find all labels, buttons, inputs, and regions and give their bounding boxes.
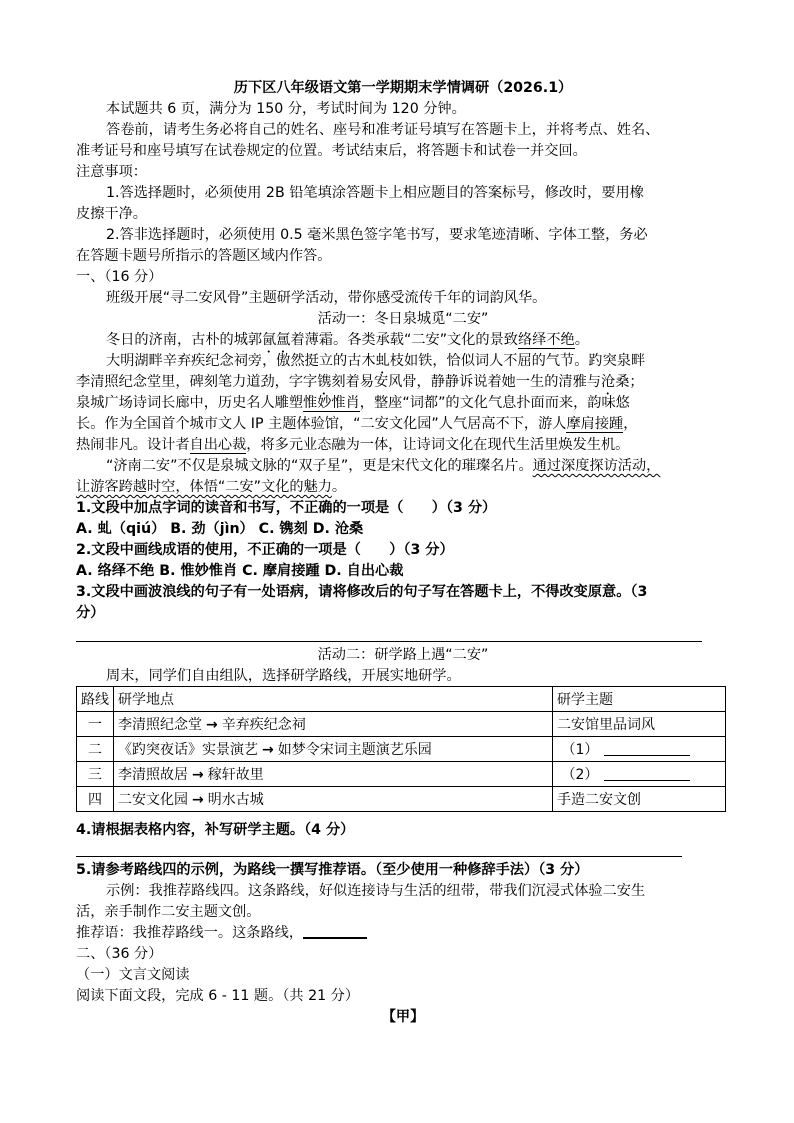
table-header-row <box>77 687 726 712</box>
arrow-icon: → <box>192 767 204 783</box>
route-table <box>76 686 726 812</box>
question-3: 3.文段中画波浪线的句子有一处语病，请将修改后的句子写在答题卡上，不得改变原意。（3 <box>76 584 648 600</box>
section-2-heading: 二、（36 分） <box>76 946 163 962</box>
route-places: 李清照纪念堂 → 辛弃疾纪念祠 <box>114 712 553 737</box>
notice-item-2-cont: 在答题卡题号所指示的答题区域内作答。 <box>76 248 332 264</box>
passage-line: 让游客跨越时空，体悟“二安”文化的魅力。 <box>76 479 347 495</box>
example-line-cont: 活，亲手制作二安主题文创。 <box>76 904 261 920</box>
route-number: 四 <box>77 787 114 812</box>
passage-line: 泉城广场诗词长廊中，历史名人雕塑惟妙惟肖，整座“词都”的文化气息扑面而来，韵味悠 <box>76 395 630 411</box>
section-2-subheading: （一）文言文阅读 <box>76 967 190 983</box>
question-4: 4.请根据表格内容，补写研学主题。（4 分） <box>76 822 355 838</box>
route-number: 二 <box>77 737 114 762</box>
fill-blank <box>303 923 367 939</box>
fill-blank <box>604 741 690 756</box>
arrow-icon: → <box>206 717 218 733</box>
table-row <box>77 787 726 812</box>
exam-title: 历下区八年级语文第一学期期末学情调研（2026.1） <box>233 80 573 96</box>
exam-info-line: 本试题共 6 页，满分为 150 分，考试时间为 120 分钟。 <box>106 101 466 117</box>
answer-line <box>76 641 702 642</box>
arrow-icon: → <box>192 792 204 808</box>
table-row <box>77 712 726 737</box>
instruction-line: 准考证号和座号填写在试卷规定的位置。考试结束后，将答题卡和试卷一并交回。 <box>76 143 587 159</box>
question-1: 1.文段中加点字词的读音和书写，不正确的一项是（ ）（3 分） <box>76 500 497 516</box>
example-line: 示例：我推荐路线四。这条路线，好似连接诗与生活的纽带，带我们沉浸式体验二安生 <box>106 883 646 899</box>
passage-line: 大明湖畔辛弃疾纪念祠旁，傲然挺立的古木虬枝如铁，恰似词人不屈的气节。趵突泉畔 <box>106 353 646 369</box>
table-header-cell: 研学主题 <box>553 687 726 712</box>
passage-line: 热闹非凡。设计者自出心裁，将多元业态融为一体，让诗词文化在现代生活里焕发生机。 <box>76 437 630 453</box>
route-places: 李清照故居 → 稼轩故里 <box>114 762 553 787</box>
notice-item-2: 2.答非选择题时，必须使用 0.5 毫米黑色签字笔书写，要求笔迹清晰、字体工整，务必 <box>106 227 648 243</box>
notice-item-1: 1.答选择题时，必须使用 2B 铅笔填涂答题卡上相应题目的答案标号，修改时，要用橡 <box>106 185 644 201</box>
table-row <box>77 762 726 787</box>
activity-2-intro: 周末，同学们自由组队，选择研学路线，开展实地研学。 <box>106 668 461 684</box>
route-places: 《趵突夜话》实景演艺 → 如梦令宋词主题演艺乐园 <box>114 737 553 762</box>
notice-item-1-cont: 皮擦干净。 <box>76 206 147 222</box>
section-1-intro: 班级开展“寻二安风骨”主题研学活动，带你感受流传千年的词韵风华。 <box>106 290 547 306</box>
route-theme: 二安馆里品词风 <box>553 712 726 737</box>
recommend-line: 推荐语：我推荐路线一。这条路线， <box>76 923 730 943</box>
answer-line <box>76 856 682 857</box>
route-theme-blank: （1） <box>553 737 726 762</box>
question-3-cont: 分） <box>76 605 105 621</box>
question-1-options: A. 虬（qiú） B. 劲（jìn） C. 镌刻 D. 沧桑 <box>76 521 364 537</box>
question-2-options: A. 络绎不绝 B. 惟妙惟肖 C. 摩肩接踵 D. 自出心裁 <box>76 563 404 579</box>
fill-blank <box>604 766 690 781</box>
route-number: 三 <box>77 762 114 787</box>
passage-line: 冬日的济南，古朴的城郭氤氲着薄霜。各类承载“二安”文化的景致络绎不绝。 <box>106 332 589 348</box>
route-theme: 手造二安文创 <box>553 787 726 812</box>
activity-1-title: 活动一：冬日泉城觅“二安” <box>317 311 489 327</box>
passage-line: 长。作为全国首个城市文人 IP 主题体验馆，“二安文化园”人气居高不下，游人摩肩接踵， <box>76 416 638 432</box>
activity-2-title: 活动二：研学路上遇“二安” <box>317 647 489 663</box>
section-1-heading: 一、（16 分） <box>76 269 163 285</box>
question-2: 2.文段中画线成语的使用，不正确的一项是（ ）（3 分） <box>76 542 454 558</box>
table-row <box>77 737 726 762</box>
route-places: 二安文化园 → 明水古城 <box>114 787 553 812</box>
text-label-jia: 【甲】 <box>381 1009 425 1025</box>
table-header-cell: 路线 <box>77 687 114 712</box>
notice-heading: 注意事项： <box>76 164 147 180</box>
route-theme-blank: （2） <box>553 762 726 787</box>
question-5: 5.请参考路线四的示例，为路线一撰写推荐语。（至少使用一种修辞手法）（3 分） <box>76 862 589 878</box>
instruction-line: 答卷前，请考生务必将自己的姓名、座号和准考证号填写在答题卡上，并将考点、姓名、 <box>106 122 660 138</box>
passage-line: “济南二安”不仅是泉城文脉的“双子星”，更是宋代文化的璀璨名片。通过深度探访活动， <box>106 458 661 474</box>
arrow-icon: → <box>262 742 274 758</box>
route-number: 一 <box>77 712 114 737</box>
table-header-cell: 研学地点 <box>114 687 553 712</box>
reading-instruction: 阅读下面文段，完成 6 - 11 题。（共 21 分） <box>76 988 360 1004</box>
passage-line: 李清照纪念堂里，碑刻笔力道劲，字字镌刻着易安风骨，静静诉说着她一生的清雅与沧桑； <box>76 374 644 390</box>
